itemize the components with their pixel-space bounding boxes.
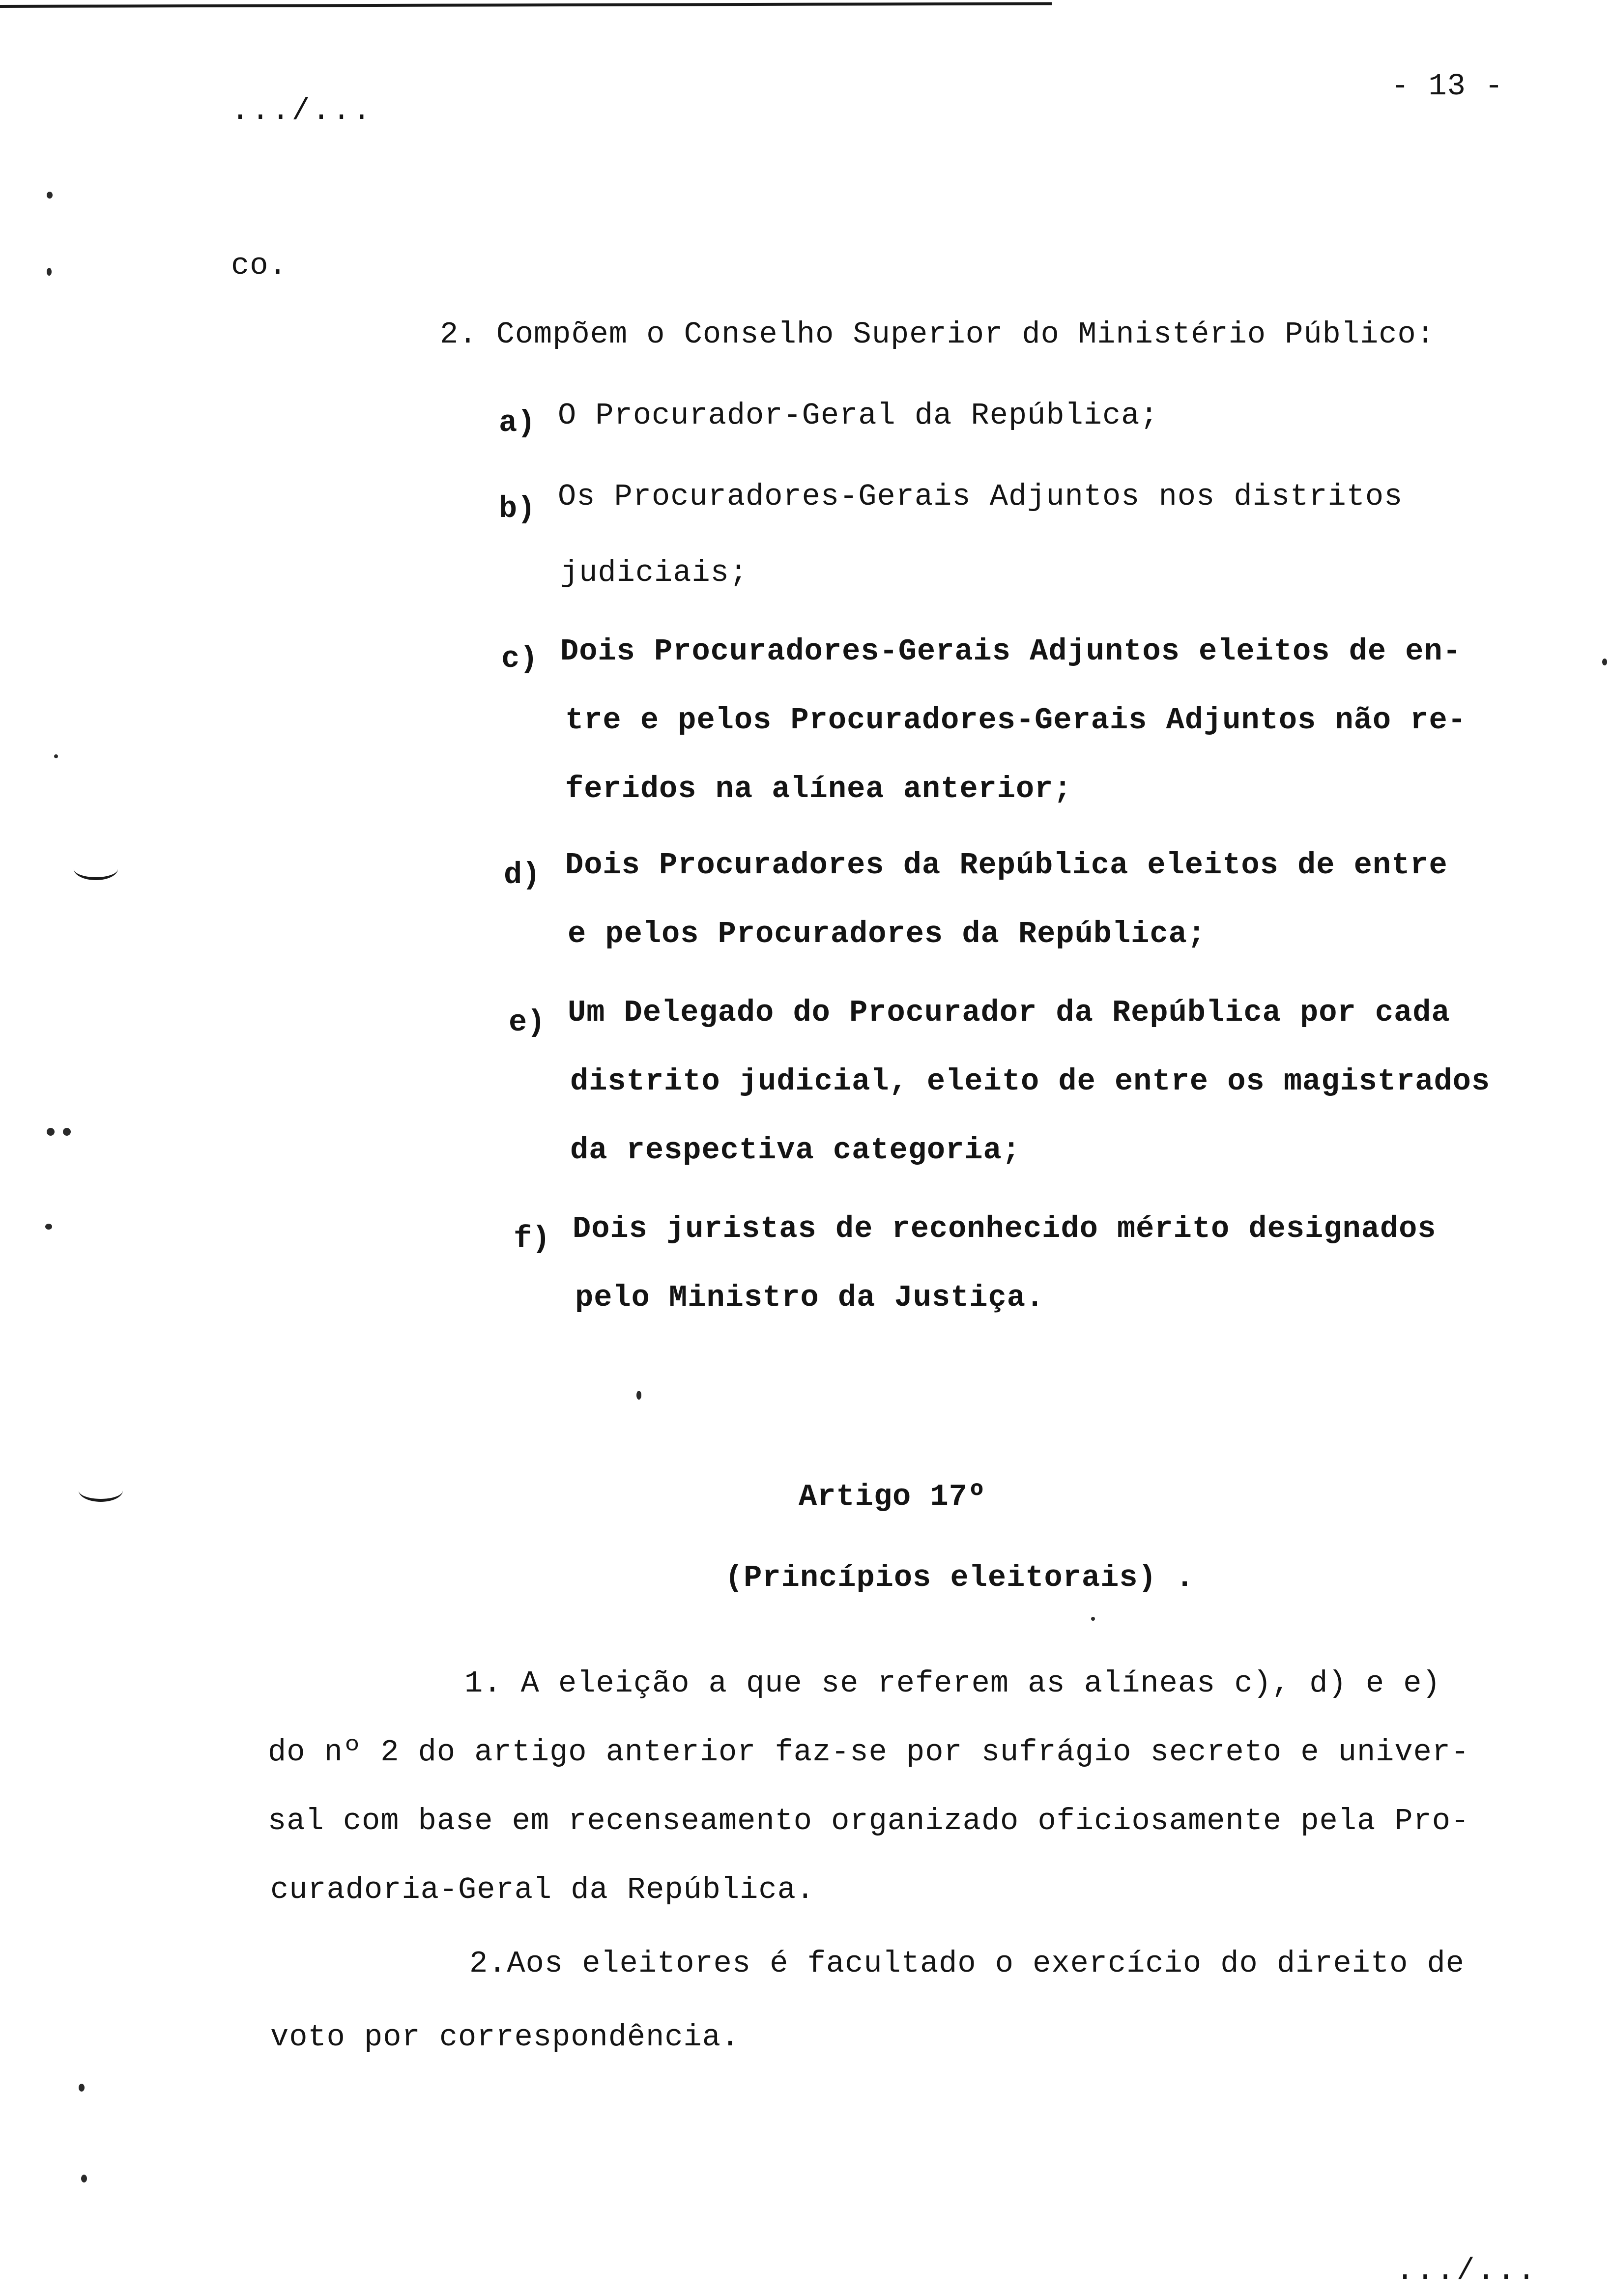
item-e-line: distrito judicial, eleito de entre os magistrados	[570, 1064, 1491, 1099]
item-a-line: O Procurador-Geral da República;	[558, 398, 1159, 433]
item-e-marker: e)	[509, 1005, 546, 1040]
paragraph-1-line: do nº 2 do artigo anterior faz-se por sufrágio secreto e univer-	[268, 1735, 1470, 1770]
item-f-marker: f)	[514, 1221, 550, 1256]
page-number: - 13 -	[1391, 69, 1504, 104]
article-title: Artigo 17º	[799, 1479, 987, 1514]
paragraph-1-line: curadoria-Geral da República.	[270, 1872, 815, 1907]
item-b-marker: b)	[499, 491, 536, 526]
item-c-line: feridos na alínea anterior;	[565, 772, 1072, 806]
scan-speck	[636, 1391, 641, 1400]
item-e-line: Um Delegado do Procurador da República por cada	[568, 995, 1450, 1030]
item-f-line: pelo Ministro da Justiça.	[575, 1280, 1045, 1315]
paragraph-2-line: 2.Aos eleitores é facultado o exercício do direito de	[469, 1946, 1465, 1981]
scan-speck	[79, 2084, 85, 2092]
scan-speck	[54, 754, 58, 758]
top-border-line	[0, 2, 1052, 8]
scan-speck	[63, 1128, 71, 1136]
item-2-intro: 2. Compõem o Conselho Superior do Ministério Público:	[440, 317, 1435, 352]
paragraph-1-line: 1. A eleição a que se referem as alíneas c), d) e e)	[464, 1666, 1441, 1701]
scan-speck	[45, 1224, 52, 1230]
item-d-line: e pelos Procuradores da República;	[568, 917, 1207, 951]
previous-page-fragment: co.	[231, 248, 288, 283]
item-b-line: Os Procuradores-Gerais Adjuntos nos distritos	[558, 479, 1403, 514]
item-d-marker: d)	[504, 858, 541, 892]
item-c-marker: c)	[501, 641, 538, 676]
item-a-marker: a)	[499, 405, 536, 440]
item-f-line: Dois juristas de reconhecido mérito designados	[573, 1211, 1437, 1246]
scan-speck	[47, 268, 52, 276]
scan-speck	[81, 2175, 87, 2182]
item-c-line: tre e pelos Procuradores-Gerais Adjuntos não re-	[565, 703, 1467, 738]
item-e-line: da respectiva categoria;	[570, 1133, 1021, 1168]
scan-speck	[1091, 1617, 1095, 1621]
paragraph-1-line: sal com base em recenseamento organizado oficiosamente pela Pro-	[268, 1804, 1470, 1838]
item-c-line: Dois Procuradores-Gerais Adjuntos eleitos de en-	[560, 634, 1462, 669]
binding-hole-mark	[79, 1479, 123, 1502]
scan-speck	[47, 1128, 55, 1136]
continuation-mark-bottom: .../...	[1396, 2253, 1538, 2288]
continuation-mark-top: .../...	[231, 93, 373, 128]
paragraph-2-line: voto por correspondência.	[270, 2020, 740, 2055]
article-subtitle: (Princípios eleitorais) .	[725, 1560, 1195, 1595]
scan-speck	[47, 192, 53, 199]
binding-hole-mark	[74, 858, 118, 880]
scan-speck	[1602, 659, 1607, 665]
item-d-line: Dois Procuradores da República eleitos de entre	[565, 848, 1448, 883]
item-b-line: judiciais;	[560, 555, 748, 590]
